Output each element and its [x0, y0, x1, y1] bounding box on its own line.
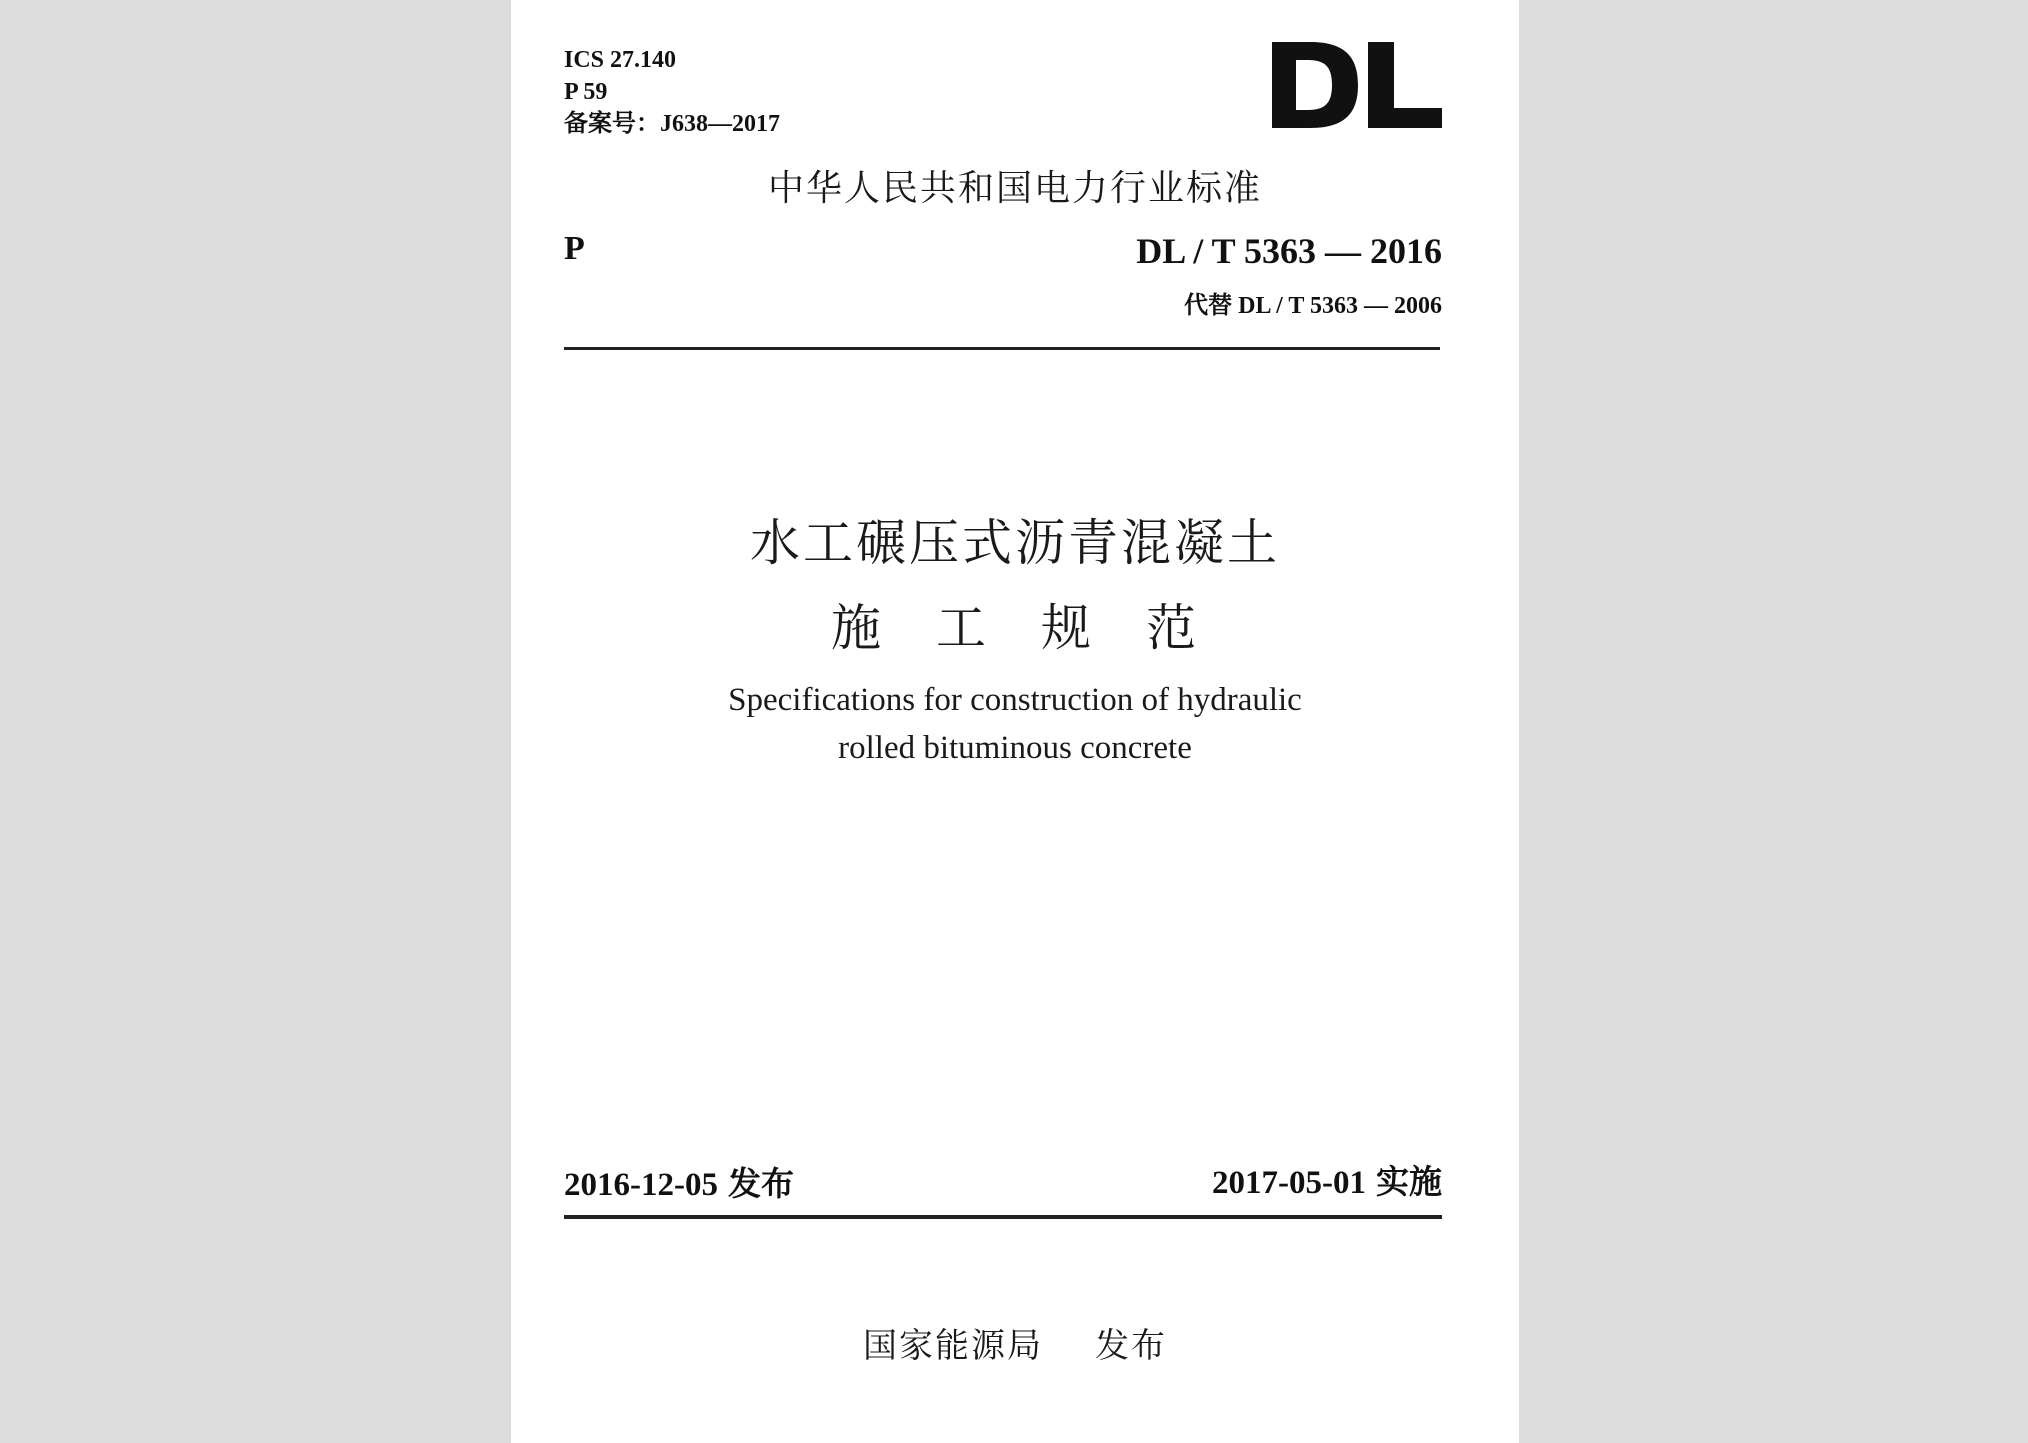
title-english-line2: rolled bituminous concrete [838, 730, 1192, 766]
title-char: 工 [936, 599, 989, 657]
replaces-standard: 代替 DL / T 5363 — 2006 [1184, 293, 1442, 319]
top-divider [564, 347, 1440, 350]
implementation-date [1212, 1156, 1442, 1203]
bottom-divider [564, 1215, 1442, 1219]
title-char: 施 [831, 599, 884, 657]
national-standard-title: 中华人民共和国电力行业标准 [767, 168, 1262, 209]
title-english-line1: Specifications for construction of hydraulic [728, 682, 1302, 718]
classification-codes [564, 44, 780, 140]
filing-number: 备案号：J638—2017 [564, 111, 780, 137]
publisher-name: 国家能源局 [863, 1326, 1043, 1366]
ics-code: ICS 27.140 [564, 47, 677, 73]
category-code: P [564, 230, 585, 267]
ccs-code: P 59 [564, 79, 608, 105]
title-english [511, 676, 1519, 772]
title-chinese-line1: 水工碾压式沥青混凝土 [750, 514, 1280, 572]
issue-date [564, 1158, 794, 1205]
issue-date-value: 2016-12-05 [564, 1167, 718, 1203]
title-chinese-line2 [511, 588, 1519, 660]
standard-cover-page [511, 0, 1519, 1443]
publisher-label: 发布 [1095, 1326, 1167, 1366]
standard-number: DL / T 5363 — 2016 [1136, 231, 1442, 271]
dl-logo [1272, 42, 1442, 128]
publisher [511, 1318, 1519, 1367]
title-char: 规 [1041, 599, 1094, 657]
impl-date-value: 2017-05-01 [1212, 1165, 1366, 1201]
title-char: 范 [1146, 599, 1199, 657]
impl-label: 实施 [1376, 1162, 1442, 1201]
issue-label: 发布 [727, 1164, 794, 1203]
